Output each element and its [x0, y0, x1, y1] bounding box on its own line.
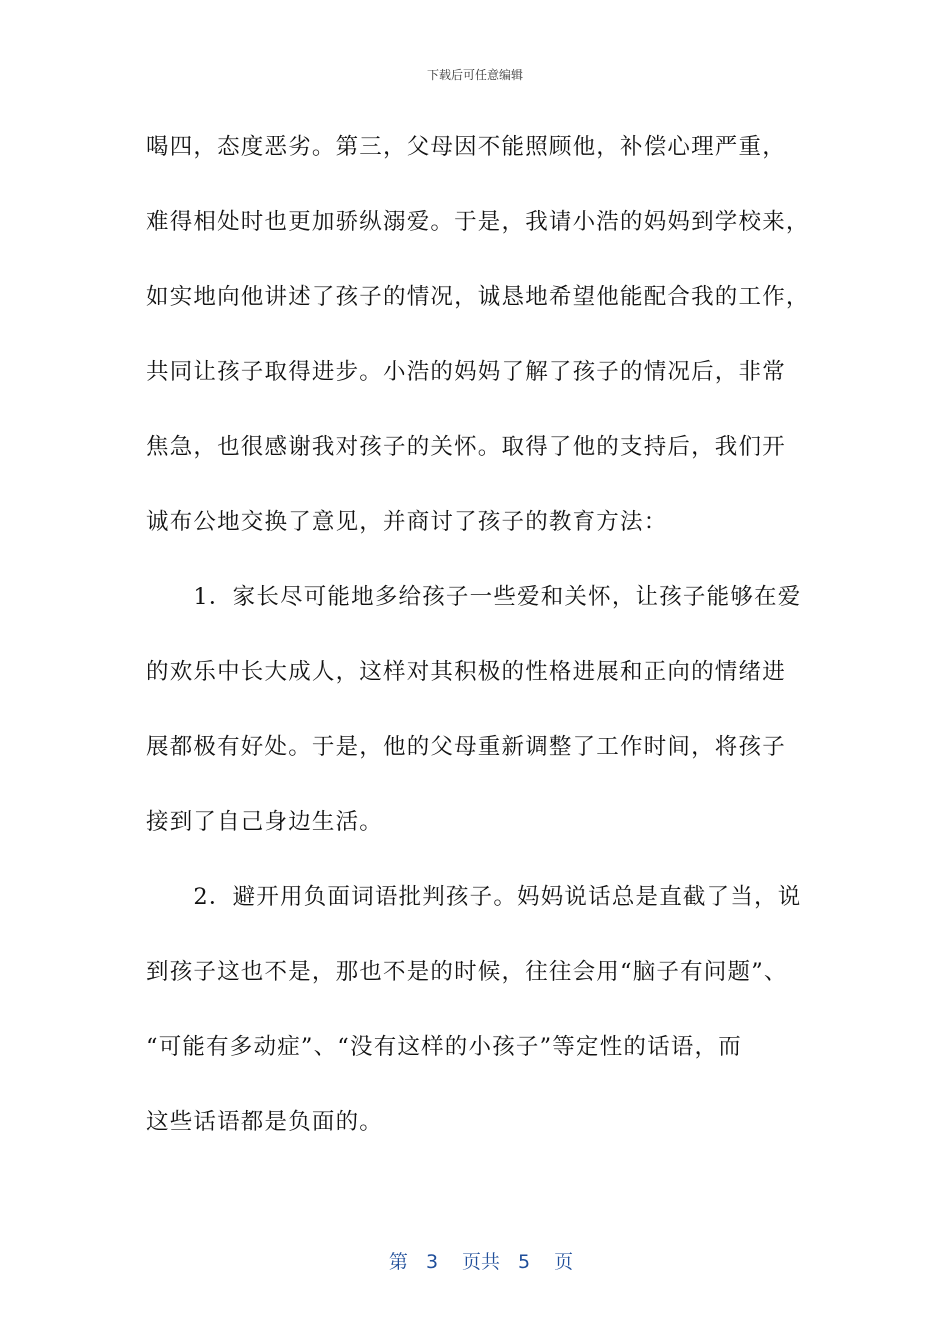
text-line: 到孩子这也不是，那也不是的时候，往往会用“脑子有问题”、 — [146, 959, 788, 985]
current-page-number: 3 — [425, 1251, 439, 1273]
footer-label-page: 第 — [388, 1251, 408, 1273]
text-line: 1．家长尽可能地多给孩子一些爱和关怀，让孩子能够在爱 — [146, 584, 802, 610]
document-body — [146, 125, 810, 1175]
text-line: 展都极有好处。于是，他的父母重新调整了工作时间，将孩子 — [146, 734, 786, 760]
text-line: 喝四，态度恶劣。第三，父母因不能照顾他，补偿心理严重， — [146, 134, 786, 160]
text-line: 诚布公地交换了意见，并商讨了孩子的教育方法： — [146, 509, 668, 535]
text-line: 接到了自己身边生活。 — [146, 809, 384, 835]
text-line: 这些话语都是负面的。 — [146, 1109, 384, 1135]
page-header: 下载后可任意编辑 — [426, 68, 523, 82]
text-line: 焦急，也很感谢我对孩子的关怀。取得了他的支持后，我们开 — [146, 434, 786, 460]
total-pages-number: 5 — [518, 1251, 531, 1273]
text-line: “可能有多动症”、“没有这样的小孩子”等定性的话语，而 — [146, 1034, 742, 1060]
text-line: 的欢乐中长大成人，这样对其积极的性格进展和正向的情绪进 — [146, 659, 786, 685]
text-line: 难得相处时也更加骄纵溺爱。于是，我请小浩的妈妈到学校来， — [146, 209, 810, 235]
text-line: 如实地向他讲述了孩子的情况，诚恳地希望他能配合我的工作， — [146, 284, 810, 310]
text-line: 共同让孩子取得进步。小浩的妈妈了解了孩子的情况后，非常 — [146, 359, 786, 385]
page-footer — [0, 1225, 950, 1274]
footer-label-page-of: 页共 — [462, 1251, 501, 1273]
footer-label-page-end: 页 — [554, 1251, 574, 1273]
text-line: 2．避开用负面词语批判孩子。妈妈说话总是直截了当，说 — [146, 884, 802, 910]
